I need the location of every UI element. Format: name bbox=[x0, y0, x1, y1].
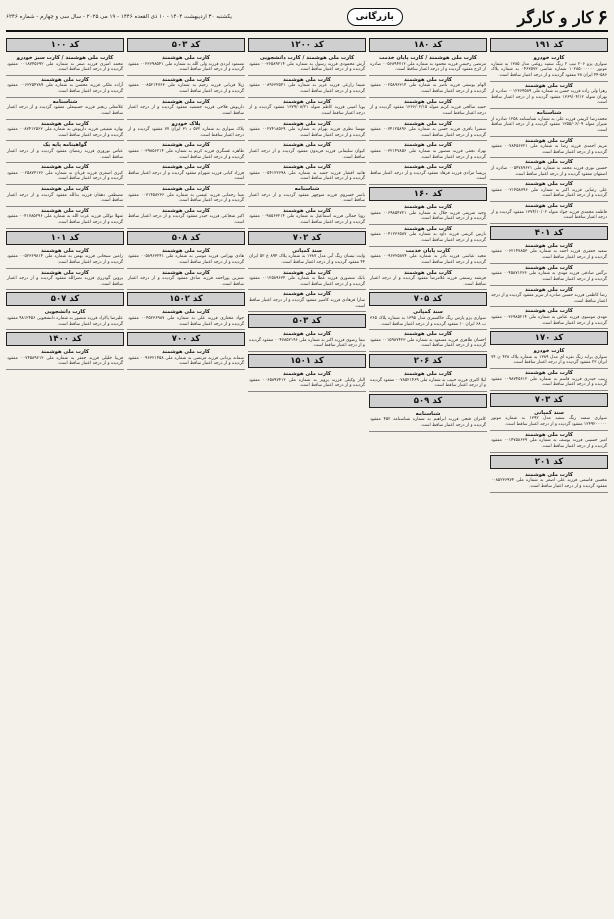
column-2 bbox=[369, 36, 487, 919]
ad-body: هادی بهرامی فرزند موسی به شماره ملی ۰۰۵۸۹۶۳۲۴۱ مفقود گردیده و از درجه اعتبار ساقط است. bbox=[128, 254, 244, 265]
classified-ad bbox=[369, 76, 487, 98]
ad-body: بهزاد نجفی فرزند منصور به شماره ملی ۰۰۳۲۱۴۷۸۵۶ مفقود گردیده و از درجه اعتبار ساقط است. bbox=[370, 148, 486, 160]
ad-title: کارت ملی هوشمند / کارت سبز خودرو bbox=[16, 55, 114, 61]
ad-body: داریوش فلاحی فرزند جمشید مفقود گردیده و از درجه اعتبار ساقط است. bbox=[128, 105, 244, 116]
ad-body: پلاک سواری به شماره ۵۷۲ د ۳۱ ایران ۷۷ مفقود گردیده و از درجه اعتبار ساقط است. bbox=[128, 127, 245, 138]
ad-body: محسن قاسمی فرزند علی اصغر به شماره ملی ۰۰۸۵۲۳۶۹۷۴ مفقود گردیده و از درجه اعتبار ساقط است. bbox=[491, 478, 607, 489]
classified-ad bbox=[248, 98, 366, 120]
classified-ad bbox=[490, 471, 608, 493]
category-code-header: کد ۱۴۰۰ bbox=[6, 332, 124, 346]
classified-ad bbox=[490, 307, 608, 329]
ad-body: طاهره عسگری فرزند کریم به شماره ملی ۰۰۳۹۸۵۶۲۱۴ مفقود گردیده و از درجه اعتبار ساقط است. bbox=[128, 148, 244, 160]
ad-title: کارت ملی هوشمند bbox=[41, 164, 89, 171]
ad-title: پلاک خودرو bbox=[171, 120, 201, 127]
ad-body: اکبر شجاعی فرزند حیدر مفقود گردیده و از درجه اعتبار ساقط است. bbox=[128, 214, 244, 226]
ad-body: مسعود ایزدی فرزند ولی الله به شماره ملی ۰۰۲۳۶۹۸۵۴۱ مفقود گردیده و از درجه اعتبار ساقط است. bbox=[128, 61, 244, 73]
ad-body: سواری سمند رنگ سفید مدل ۱۳۹۲ به شماره موتور ۱۲۴۹۲۰۰۰۰۰ مفقود گردیده و از درجه اعتبار ساقط است. bbox=[491, 416, 607, 428]
classified-ad bbox=[369, 98, 487, 120]
ad-title: کارت ملی هوشمند bbox=[41, 120, 89, 127]
classified-ad bbox=[248, 330, 366, 352]
ad-title: سند کمپانی bbox=[534, 409, 564, 416]
ad-title: کارت ملی هوشمند bbox=[525, 181, 573, 188]
ad-body: زینب حیدری فرزند قاسم به شماره ملی ۰۰۹۸۷۴۵۶۱۲ مفقود گردیده و از درجه اعتبار ساقط است. bbox=[491, 376, 608, 388]
classified-ad bbox=[248, 269, 366, 291]
ad-title: کارت ملی هوشمند bbox=[525, 370, 573, 377]
ad-title: کارت ملی هوشمند bbox=[162, 207, 210, 214]
ad-body: مهدی موسوی فرزند عباس به شماره ملی ۰۰۳۶۹۸۵۲۱۴ مفقود گردیده و از درجه اعتبار ساقط است. bbox=[491, 314, 607, 326]
classified-ad bbox=[248, 370, 366, 392]
ad-body: سواری پژو پارس رنگ خاکستری مدل ۱۳۹۵ به شماره پلاک ۳۶۵ ب ۶۸ ایران ۱۰ مفقود گردیده و از درجه اعتبار ساقط است. bbox=[370, 315, 486, 327]
classified-ad bbox=[127, 120, 245, 142]
classified-ad bbox=[248, 290, 366, 312]
ad-title: کارت ملی هوشمند bbox=[162, 142, 210, 149]
ad-body: نرگس صادقی فرزند مهدی به شماره ملی ۰۰۴۵۸۷۱۲۳۶ مفقود گردیده و از درجه اعتبار ساقط است. bbox=[491, 271, 607, 282]
ad-body: وحید شریفی فرزند جلال به شماره ملی ۰۰۶۹۸۵۴۷۲۱ مفقود گردیده و از درجه اعتبار ساقط است. bbox=[370, 210, 486, 222]
classified-ad bbox=[490, 431, 608, 453]
ad-title: کارت ملی هوشمند bbox=[41, 207, 89, 214]
ad-body: بهاره شفیعی فرزند داریوش به شماره ملی ۰۰۸۷۴۱۲۵۶۳ مفقود گردیده و از درجه اعتبار ساقط است. bbox=[7, 127, 124, 138]
classified-ad bbox=[490, 242, 608, 264]
ad-body: رویا جمالی فرزند اسماعیل به شماره ملی ۰۰۹۸۵۶۳۲۱۴ مفقود گردیده و از درجه اعتبار ساقط است. bbox=[249, 214, 365, 226]
ad-title: کارت ملی هوشمند bbox=[404, 204, 452, 211]
classified-ad bbox=[248, 120, 366, 142]
ad-body: مرتضی رحیمی فرزند محمود به شماره ملی ۰۰۵۶۸۹۴۷۱۲ صادره از کرج مفقود گردیده و از درجه اعتبار ساقط است. bbox=[370, 61, 486, 73]
ad-title: کارت پایان خدمت bbox=[405, 247, 451, 254]
ad-body: مینا رحمانی فرزند عیسی به شماره ملی ۰۰۷۱۴۵۸۲۳۶ مفقود گردیده و از درجه اعتبار ساقط است. bbox=[128, 192, 244, 204]
ad-body: سمیرا باقری فرزند حسن به شماره ملی ۰۰۷۴۱۲۵۸۹۶ مفقود گردیده و از درجه اعتبار ساقط است. bbox=[370, 127, 486, 138]
ad-body: جواد مختاری فرزند علی به شماره ملی ۰۰۴۵۲۳۶۹۸۷ مفقود گردیده و از درجه اعتبار ساقط است. bbox=[128, 315, 244, 327]
ad-title: کارت ملی هوشمند bbox=[283, 331, 331, 338]
classified-ad bbox=[127, 308, 245, 330]
classified-ad bbox=[490, 347, 608, 369]
category-code-header: کد ۱۸۰ bbox=[369, 38, 487, 52]
ad-title: کارت ملی هوشمند bbox=[283, 120, 331, 127]
classified-ad bbox=[127, 185, 245, 207]
category-code-header: کد ۱۵۰۱ bbox=[248, 354, 366, 368]
page-number: ۶ bbox=[597, 5, 608, 29]
ad-title: کارت ملی هوشمند bbox=[162, 349, 210, 356]
category-code-header: کد ۴۰۱ bbox=[490, 226, 608, 240]
ad-title: کارت ملی هوشمند / کارت پایان خدمت bbox=[379, 55, 477, 61]
ad-body: محمد امیری فرزند صفر به شماره ملی ۰۰۱۸۷۴۵۶۹۲ مفقود گردیده و از درجه اعتبار ساقط است. bbox=[7, 61, 123, 73]
ad-title: کارت ملی هوشمند bbox=[283, 371, 331, 378]
classified-ad bbox=[6, 308, 124, 330]
ad-body: علی رضایی فرزند اکبر به شماره ملی ۰۰۲۱۴۵۸۷۹۶ مفقود گردیده و از درجه اعتبار ساقط است. bbox=[491, 187, 607, 199]
column-4 bbox=[127, 36, 245, 919]
ad-title: شناسنامه bbox=[294, 186, 320, 193]
page-header bbox=[6, 4, 608, 32]
category-code-header: کد ۱۹۱ bbox=[490, 38, 608, 52]
ad-title: کارت ملی هوشمند bbox=[162, 186, 210, 193]
ad-title: کارت ملی هوشمند bbox=[283, 76, 331, 83]
classified-ad bbox=[490, 54, 608, 82]
ad-body: سارا فرهادی فرزند کامبیز مفقود گردیده و از درجه اعتبار ساقط است. bbox=[249, 297, 365, 309]
ad-body: هانیه افشار فرزند حمید به شماره ملی ۰۰۵۴۱۲۳۶۹۸ مفقود گردیده و از درجه اعتبار ساقط است. bbox=[249, 170, 365, 182]
ad-title: کارت ملی هوشمند bbox=[404, 98, 452, 105]
classified-ad bbox=[6, 185, 124, 207]
classified-ad bbox=[6, 163, 124, 185]
ad-title: کارت ملی هوشمند bbox=[525, 308, 573, 315]
ad-body: رامین سبحانی فرزند بهمن به شماره ملی ۰۰۵۲۳۶۹۸۱۴ مفقود گردیده و از درجه اعتبار ساقط است. bbox=[7, 254, 123, 265]
classified-columns bbox=[6, 36, 608, 919]
ad-title: کارت ملی هوشمند bbox=[162, 55, 210, 61]
ad-title: کارت ملی هوشمند bbox=[283, 269, 331, 276]
classified-ad bbox=[369, 141, 487, 163]
ad-body: کامران فتحی فرزند ابراهیم به شماره شناسنامه ۴۵۲ مفقود گردیده و از درجه اعتبار ساقط است. bbox=[370, 417, 486, 429]
ad-title: کارت ملی هوشمند bbox=[525, 203, 573, 210]
classified-ad bbox=[127, 76, 245, 98]
ad-title: سند کمپانی bbox=[413, 309, 443, 316]
ad-body: فریبا خلیلی فرزند جعفر به شماره ملی ۰۰۷۴۵۸۹۶۱۲ مفقود گردیده و از درجه اعتبار ساقط است. bbox=[7, 355, 124, 367]
classified-ad bbox=[369, 330, 487, 352]
classified-ad bbox=[490, 82, 608, 110]
classified-ad bbox=[248, 247, 366, 269]
category-code-header: کد ۵۰۷ bbox=[6, 292, 124, 306]
ad-body: پروین گودرزی فرزند نصرالله مفقود گردیده و از درجه اعتبار ساقط است. bbox=[7, 276, 123, 287]
classified-ad bbox=[6, 269, 124, 291]
ad-title: کارت ملی هوشمند bbox=[404, 142, 452, 149]
ad-body: یاسر خسروی فرزند منوچهر مفقود گردیده و از درجه اعتبار ساقط است. bbox=[249, 192, 365, 204]
category-code-header: کد ۷۰۲ bbox=[248, 231, 366, 245]
classified-ad bbox=[6, 98, 124, 120]
ad-title: شناسنامه bbox=[415, 410, 441, 417]
ad-title: کارت ملی هوشمند bbox=[525, 137, 573, 144]
ad-body: نسرین پوراحمد فرزند صادق مفقود گردیده و از درجه اعتبار ساقط است. bbox=[128, 276, 244, 287]
ad-title: کارت ملی هوشمند bbox=[404, 269, 452, 276]
classified-ad bbox=[490, 286, 608, 308]
ad-title: کارت ملی هوشمند bbox=[404, 225, 452, 232]
ad-title: کارت ملی هوشمند bbox=[162, 164, 210, 171]
ad-title: کارت ملی هوشمند bbox=[283, 142, 331, 149]
column-5 bbox=[6, 36, 124, 919]
ad-body: حسین نوری فرزند محمد به شماره ملی ۰۰۵۴۷۸۹۶۲۱ صادره از اصفهان مفقود گردیده و از درجه اعتبار ساقط است. bbox=[491, 165, 607, 177]
ad-body: سمانه یزدانی فرزند مرتضی به شماره ملی ۰۰۹۶۳۲۱۴۵۸ مفقود گردیده و از درجه اعتبار ساقط است. bbox=[128, 355, 244, 367]
ad-body: رضا کاظمی فرزند حسین صادره از تبریز مفقود گردیده و از درجه اعتبار ساقط است. bbox=[491, 293, 607, 304]
ad-title: کارت خودرو bbox=[533, 348, 565, 355]
ad-title: شناسنامه bbox=[536, 110, 562, 117]
classified-ad bbox=[490, 180, 608, 202]
ad-title: کارت ملی هوشمند bbox=[162, 269, 210, 276]
ad-title: کارت ملی هوشمند bbox=[525, 82, 573, 89]
ad-body: عباس نوروزی فرزند رمضان مفقود گردیده و از درجه اعتبار ساقط است. bbox=[7, 148, 123, 160]
ad-body: آرش محمودی فرزند رسول به شماره ملی ۰۰۳۶۵۸۹۲۱۴ مفقود گردیده و از درجه اعتبار ساقط است. bbox=[249, 61, 365, 73]
ad-body: مجید عباسی فرزند نادر به شماره ملی ۰۰۹۶۳۲۵۸۷۴ مفقود گردیده و از درجه اعتبار ساقط است. bbox=[370, 254, 486, 265]
ad-title: کارت خودرو bbox=[533, 55, 565, 61]
ad-body: غلامعلی رنجبر فرزند حسینعلی مفقود گردیده و از درجه اعتبار ساقط است. bbox=[7, 105, 123, 116]
ad-title: کارت ملی هوشمند bbox=[283, 207, 331, 214]
ad-title: کارت ملی هوشمند bbox=[404, 371, 452, 378]
ad-body: زهرا ولی زاده فرزند حسن به شماره ملی ۰۰۱۲۳۶۴۵۸۹ صادره از تهران متولد ۱۳۶۹/۰۴/۱۲ مفقود گردیده و از درجه اعتبار ساقط است. bbox=[491, 89, 607, 106]
ad-title: کارت ملی هوشمند bbox=[41, 186, 89, 193]
category-code-header: کد ۷۰۰ bbox=[127, 332, 245, 346]
ad-body: محمدرضا کریمی فرزند علی به شماره شناسنامه ۱۲۵۸ صادره از شیراز متولد ۱۳۵۵/۰۶/۰۹ مفقود گردیده و از درجه اعتبار ساقط است. bbox=[491, 116, 608, 133]
category-code-header: کد ۵۰۳ bbox=[127, 38, 245, 52]
classified-ad bbox=[490, 369, 608, 391]
ad-body: سواری پراید رنگ نقره ای مدل ۱۳۸۹ به شماره پلاک ۴۲۸ ن ۷۴ ایران ۲۲ مفقود گردیده و از درجه اعتبار ساقط است. bbox=[491, 354, 607, 366]
ad-body: لیلا اکبری فرزند حبیب به شماره ملی ۰۰۷۸۵۲۱۴۶۹ مفقود گردیده و از درجه اعتبار ساقط است. bbox=[370, 377, 486, 389]
category-code-header: کد ۵۰۳ bbox=[248, 314, 366, 328]
ad-body: احسان طاهری فرزند مسعود به شماره ملی ۰۰۱۵۹۸۷۴۲۳ مفقود گردیده و از درجه اعتبار ساقط است. bbox=[370, 337, 486, 349]
classified-ad bbox=[127, 141, 245, 163]
ad-body: پریسا مرادی فرزند فرهاد مفقود گردیده و از درجه اعتبار ساقط است. bbox=[370, 170, 486, 182]
category-code-header: کد ۱۷۰ bbox=[490, 331, 608, 345]
brand-block bbox=[518, 7, 609, 27]
ad-title: کارت ملی هوشمند bbox=[162, 309, 210, 316]
ad-title: کارت ملی هوشمند bbox=[41, 76, 89, 83]
classified-ad bbox=[490, 409, 608, 431]
ad-title: کارت ملی هوشمند bbox=[283, 291, 331, 298]
classified-ad bbox=[369, 410, 487, 432]
ad-title: کارت ملی هوشمند bbox=[162, 98, 210, 105]
classified-ad bbox=[127, 348, 245, 370]
ad-title: کارت ملی هوشمند bbox=[404, 331, 452, 338]
ad-body: الناز وکیلی فرزند پرویز به شماره ملی ۰۰۶۵۸۹۷۴۱۲ مفقود گردیده و از درجه اعتبار ساقط است. bbox=[249, 377, 365, 389]
classified-ad bbox=[248, 54, 366, 76]
ad-body: سواری پژو ۲۰۶ تیپ ۲ رنگ سفید روغنی مدل ۱۳۸۵ به شماره موتور ۱۰۲۸۵۰۰۰۰۰۰ شماره شاسی ۰۴۶۳۵۷۳ به شماره پلاک ۵۸۶-۴۴ ایران ۳۸ مفقود گردیده و از درجه اعتبار ساقط است. bbox=[491, 61, 607, 78]
ad-title: کارت ملی هوشمند bbox=[41, 269, 89, 276]
ad-body: وانت نیسان رنگ آبی مدل ۱۳۸۷ به شماره پلاک ۸۹۴ ع ۵۲ ایران ۴۴ مفقود گردیده و از درجه اعتبار ساقط است. bbox=[249, 254, 366, 265]
ad-body: نازنین کریمی فرزند داود به شماره ملی ۰۰۴۱۲۳۶۵۸۷ مفقود گردیده و از درجه اعتبار ساقط است. bbox=[370, 232, 487, 244]
classified-ad bbox=[248, 141, 366, 163]
ad-title: کارت ملی هوشمند bbox=[162, 76, 210, 83]
category-code-header: کد ۷۰۵ bbox=[369, 292, 487, 306]
classified-ad bbox=[369, 269, 487, 291]
classified-ad bbox=[490, 202, 608, 224]
ad-title: کارت ملی هوشمند bbox=[41, 247, 89, 254]
classified-ad bbox=[127, 269, 245, 291]
ad-body: شهلا توکلی فرزند عزت الله به شماره ملی ۰۰۴۱۷۸۵۲۹۶ مفقود گردیده و از درجه اعتبار ساقط است. bbox=[7, 214, 123, 226]
classified-ad bbox=[369, 247, 487, 269]
ad-title: سند کمپانی bbox=[292, 247, 322, 254]
ad-body: پویا امینی فرزند کاظم متولد ۱۳۷۹/۰۸/۲۱ مفقود گردیده و از درجه اعتبار ساقط است. bbox=[249, 105, 366, 116]
classified-ad bbox=[248, 163, 366, 185]
classified-ad bbox=[6, 247, 124, 269]
classified-ad bbox=[369, 120, 487, 142]
ad-title: گواهینامه پایه یک bbox=[42, 142, 88, 149]
category-code-header: کد ۲۰۱ bbox=[490, 455, 608, 469]
ad-body: نیما رضوی فرزند اکبر به شماره ملی ۰۰۴۷۸۵۲۱۹۶ مفقود گردیده و از درجه اعتبار ساقط است. bbox=[249, 337, 365, 349]
ad-title: کارت ملی هوشمند bbox=[525, 264, 573, 271]
classified-ad bbox=[490, 137, 608, 159]
classified-ad bbox=[6, 54, 124, 76]
ad-title: شناسنامه bbox=[52, 98, 78, 105]
ad-body: فاطمه محمدی فرزند جواد متولد ۱۳۷۴/۱۰/۰۲ مفقود گردیده و از درجه اعتبار ساقط است. bbox=[491, 209, 607, 221]
ad-body: ژیلا قربانی فرزند رحیم به شماره ملی ۰۰۸۵۲۱۴۷۶۳ مفقود گردیده و از درجه اعتبار ساقط است. bbox=[128, 83, 244, 95]
dateline: یکشنبه ۳۰ اردیبهشت ۱۴۰۴ - ۱۰ ذی القعده ۱۴۴۶ - ۱۹ می ۲۰۲۵ - سال سی و چهارم - شماره ۶۲۴۶ bbox=[6, 14, 232, 20]
newspaper-logo: بازرگانی bbox=[347, 8, 403, 26]
column-1 bbox=[490, 36, 608, 919]
category-code-header: کد ۲۰۶ bbox=[369, 354, 487, 368]
classified-ad bbox=[127, 247, 245, 269]
ad-body: آزاده ملکی فرزند محسن به شماره ملی ۰۰۶۳۲۵۴۷۸۹ مفقود گردیده و از درجه اعتبار ساقط است. bbox=[7, 83, 123, 95]
ad-title: کارت ملی هوشمند bbox=[525, 159, 573, 166]
ad-body: حمید صالحی فرزند کریم متولد ۱۳۶۶/۰۲/۱۵ مفقود گردیده و از درجه اعتبار ساقط است. bbox=[370, 105, 486, 116]
ad-body: امیر حسینی فرزند یوسف به شماره ملی ۰۰۱۴۷۵۸۶۳۹ مفقود گردیده و از درجه اعتبار ساقط است. bbox=[491, 438, 607, 449]
ad-title: کارت ملی هوشمند bbox=[525, 431, 573, 438]
ad-body: سعید جعفری فرزند احمد به شماره ملی ۰۰۶۲۱۴۷۸۵۳ مفقود گردیده و از درجه اعتبار ساقط است. bbox=[491, 249, 607, 261]
category-code-header: کد ۵۰۸ bbox=[127, 231, 245, 245]
classified-ad bbox=[369, 308, 487, 330]
ad-body: الهام یوسفی فرزند ناصر به شماره ملی ۰۰۲۵۸۹۶۳۱۴ مفقود گردیده و از درجه اعتبار ساقط است. bbox=[370, 83, 486, 95]
classified-ad bbox=[127, 207, 245, 229]
classified-ad bbox=[490, 109, 608, 137]
classified-ad bbox=[490, 264, 608, 286]
ad-body: مهسا نظری فرزند بهرام به شماره ملی ۰۰۲۷۴۱۸۵۶۹ مفقود گردیده و از درجه اعتبار ساقط است. bbox=[249, 127, 365, 138]
ad-title: کارت ملی هوشمند bbox=[41, 349, 89, 356]
ad-title: کارت ملی هوشمند bbox=[162, 247, 210, 254]
category-code-header: کد ۱۰۰ bbox=[6, 38, 124, 52]
ad-title: کارت ملی هوشمند bbox=[525, 242, 573, 249]
category-code-header: کد ۱۶۰ bbox=[369, 187, 487, 201]
category-code-header: کد ۷۰۳ bbox=[490, 393, 608, 407]
ad-body: مریم احمدی فرزند رضا به شماره ملی ۰۰۷۸۴۵۶۳۲۱ مفقود گردیده و از درجه اعتبار ساقط است. bbox=[491, 144, 607, 155]
classified-ad bbox=[248, 185, 366, 207]
ad-body: شیما زارعی فرزند عزیز به شماره ملی ۰۰۸۹۶۳۲۵۴۱ مفقود گردیده و از درجه اعتبار ساقط است. bbox=[249, 83, 365, 95]
classified-ad bbox=[369, 370, 487, 392]
classified-ad bbox=[490, 158, 608, 180]
ad-title: کارت ملی هوشمند / کارت دانشجویی bbox=[259, 55, 355, 61]
category-code-header: کد ۱۲۰۰ bbox=[248, 38, 366, 52]
ad-title: کارت دانشجویی bbox=[44, 309, 86, 316]
ad-title: کارت ملی هوشمند bbox=[525, 286, 573, 293]
classified-ad bbox=[127, 98, 245, 120]
classified-ad bbox=[369, 163, 487, 185]
classified-ad bbox=[369, 54, 487, 76]
ad-body: کیوان سلیمانی فرزند فریدون مفقود گردیده و از درجه اعتبار ساقط است. bbox=[249, 148, 365, 160]
category-code-header: کد ۱۵۰۲ bbox=[127, 292, 245, 306]
ad-body: بابک منصوری فرزند عطا به شماره ملی ۰۰۱۲۵۸۹۶۳۴ مفقود گردیده و از درجه اعتبار ساقط است. bbox=[249, 276, 365, 287]
ad-body: کبری اصغری فرزند قربان به شماره ملی ۰۰۲۵۸۷۴۱۳۶ مفقود گردیده و از درجه اعتبار ساقط است. bbox=[7, 170, 123, 182]
classified-ad bbox=[6, 141, 124, 163]
classified-ad bbox=[127, 54, 245, 76]
ad-title: کارت ملی هوشمند bbox=[283, 164, 331, 171]
ad-title: کارت ملی هوشمند bbox=[404, 120, 452, 127]
ad-title: کارت ملی هوشمند bbox=[404, 164, 452, 171]
classified-ad bbox=[369, 203, 487, 225]
ad-title: کارت ملی هوشمند bbox=[404, 76, 452, 83]
classified-ad bbox=[248, 76, 366, 98]
classified-ad bbox=[248, 207, 366, 229]
ad-body: مصطفی دهقان فرزند یدالله مفقود گردیده و از درجه اعتبار ساقط است. bbox=[7, 192, 123, 204]
category-code-header: کد ۱۰۱ bbox=[6, 231, 124, 245]
category-code-header: کد ۵۰۹ bbox=[369, 394, 487, 408]
ad-body: فرزاد کیانی فرزند شهرام مفقود گردیده و از درجه اعتبار ساقط است. bbox=[128, 170, 244, 182]
classified-ad bbox=[6, 207, 124, 229]
column-3 bbox=[248, 36, 366, 919]
classified-ad bbox=[6, 348, 124, 370]
classified-ad bbox=[369, 225, 487, 247]
ad-title: کارت ملی هوشمند bbox=[283, 98, 331, 105]
ad-body: فرشته رستمی فرزند غلامرضا مفقود گردیده و از درجه اعتبار ساقط است. bbox=[370, 276, 486, 287]
ad-title: کارت ملی هوشمند bbox=[525, 471, 573, 478]
ad-body: علیرضا پاکزاد فرزند منصور به شماره دانشجویی ۹۸۱۲۴۵۶ مفقود گردیده و از درجه اعتبار ساقط است. bbox=[7, 315, 123, 327]
section-title: کار و کارگر bbox=[517, 7, 594, 27]
classified-ad bbox=[127, 163, 245, 185]
classified-ad bbox=[6, 120, 124, 142]
classified-ad bbox=[6, 76, 124, 98]
